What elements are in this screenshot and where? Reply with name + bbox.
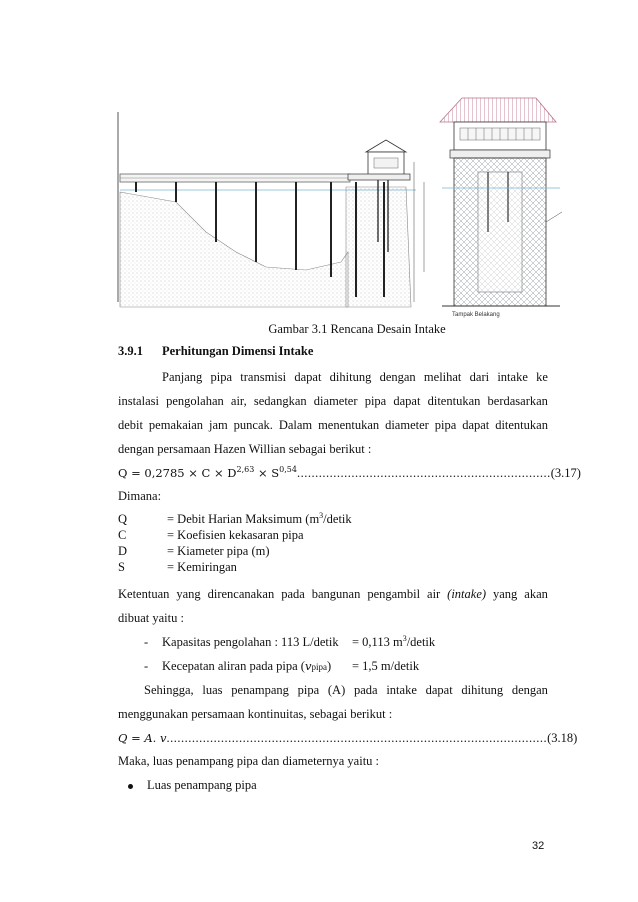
- intake-design-figure: [116, 92, 562, 324]
- section-number: 3.9.1: [118, 344, 143, 358]
- equation-3-17: Q = 0,2785 × C × D$^{2,63}$ × S$^{0,54}$......................................................................(3.17): [118, 464, 581, 480]
- paragraph2-line1: Ketentuan yang direncanakan pada bangunan pengambil air (intake) yang akan: [118, 587, 548, 601]
- definition-c: C: [118, 528, 127, 542]
- equation-3-18: Q = A. v.........................................................................................................(3.18): [118, 731, 578, 745]
- inset-label: Tampak Belakang: [452, 312, 500, 318]
- equation-number: (3.18): [547, 731, 578, 745]
- definition-c-text: = Koefisien kekasaran pipa: [167, 528, 304, 542]
- section-title: Perhitungan Dimensi Intake: [162, 344, 314, 358]
- list-item-velocity: Kecepatan aliran pada pipa (vpipa): [162, 659, 332, 673]
- definition-q-text: = Debit Harian Maksimum ($m^3$/detik: [167, 510, 352, 526]
- list-item-velocity-value: = 1,5 m/detik: [352, 659, 420, 673]
- list-item-capacity: Kapasitas pengolahan : 113 L/detik: [162, 635, 339, 649]
- definition-d-text: = Kiameter pipa (m): [167, 544, 270, 558]
- bullet-icon: [128, 784, 133, 789]
- paragraph1-line2: instalasi pengolahan air, sedangkan diameter pipa dapat ditentukan berdasarkan: [118, 394, 548, 408]
- paragraph1-line1: Panjang pipa transmisi dapat dihitung dengan melihat dari intake ke: [162, 370, 548, 384]
- paragraph2-line2: dibuat yaitu :: [118, 611, 184, 625]
- definition-q: Q: [118, 512, 128, 526]
- paragraph1-line4: dengan persamaan Hazen Willian sebagai berikut :: [118, 442, 372, 456]
- paragraph3-line1: Sehingga, luas penampang pipa (A) pada intake dapat dihitung dengan: [144, 683, 548, 697]
- figure-caption: Gambar 3.1 Rencana Desain Intake: [268, 322, 446, 336]
- definition-s-text: = Kemiringan: [167, 560, 237, 574]
- paragraph3-line2: menggunakan persamaan kontinuitas, sebagai berikut :: [118, 707, 393, 721]
- paragraph1-line3: debit pemakaian jam puncak. Dalam menentukan diameter pipa dapat ditentukan: [118, 418, 548, 432]
- equation-number: (3.17): [550, 466, 581, 480]
- definition-d: D: [118, 544, 128, 558]
- list-dash-1: -: [144, 635, 149, 649]
- dimana-label: Dimana:: [118, 489, 162, 503]
- paragraph4: Maka, luas penampang pipa dan diameternya yaitu :: [118, 754, 380, 768]
- list-dash-2: -: [144, 659, 149, 673]
- list-item-capacity-value: = 0,113 $m^3$/detik: [352, 633, 436, 649]
- bullet-item: Luas penampang pipa: [128, 778, 257, 792]
- definition-s: S: [118, 560, 125, 574]
- page-number: 32: [532, 840, 545, 852]
